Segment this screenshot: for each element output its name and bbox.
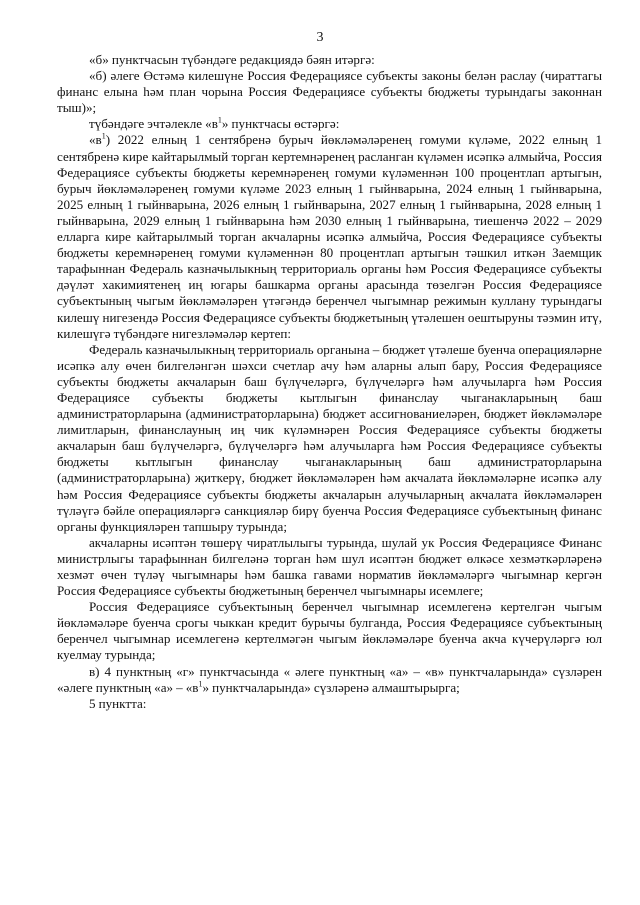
paragraph: акчаларны исәптән төшерү чиратлылыгы турында, шулай ук Россия Федерациясе Финанс министрлыгы тарафыннан билгеләнә торган һәм шул исәптән бюджет өлкәсе хезмәткәрләренә хезмәт өчен түләү чыгымнары һәм башка гавами норматив йөкләмәләргә чыгымнар кергән Россия Федерациясе субъекты бюджетының беренчел чыгымнары исемлеге; [57,534,602,599]
paragraph: «б) әлеге Өстәмә килешүне Россия Федерациясе субъекты законы белән раслау (чираттагы финанс елына һәм план чорына Россия Федерациясе субъекты бюджеты турындагы законнан тыш)»; [57,68,602,116]
page-number: 3 [316,30,324,45]
paragraph: «$в^1$) 2022 елның 1 сентябренә бурыч йөкләмәләренең гомуми күләме, 2022 елның 1 сентябренә кире кайтарылмый торган кертемнәренең расланган күләмен исәпкә алмыйча, Россия Федерациясе субъекты бюджеты керемнәренең гомуми күләменнән 100 процентлап артыгын, бурыч йөкләмәләренең гомуми күләме 2023 елның 1 гыйнварына, 2024 елның 1 гыйнварына, 2025 елның 1 гыйнварына, 2026 елның 1 гыйнварына, 2027 елның 1 гыйнварына, 2028 елның 1 гыйнварына, 2029 елның 1 гыйнварына һәм 2030 елның 1 гыйнварына, тиешенчә 2022 – 2029 елларга кире кайтарылмый торган акчаларны исәпкә алмыйча, Россия Федерациясе субъекты бюджеты керемнәренең гомуми күләменнән 80 процентлап артыгын тәшкил иткән Заемщик тарафыннан Федераль казначылыкның территориаль органы һәм Россия Федерациясе субъекты дәүләт хакимиятенең иң югары башкарма органы арасында төзелгән Россия Федерациясе субъектының чыгым йөкләмәләрен үтәгәндә беренчел чыгымнар режимын куллану турындагы килешү нигезендә Россия Федерациясе субъекты бюджетының үтәлешен оештыруны тәэмин итү, килешүгә түбәндәге нигезләмәләр кертеп: [57,132,602,341]
paragraph: 5 пунктта: [89,695,147,711]
paragraph: в) 4 пунктның «г» пунктчасында « әлеге пунктның «а» – «в» пунктчаларында» сүзләрен «әлеге пунктның «а» – «$в^1$» пунктчаларында» сүзләренә алмаштырырга; [57,663,602,695]
paragraph: Федераль казначылыкның территориаль органына – бюджет үтәлеше буенча операцияләрне исәпкә алу өчен билгеләнгән шәхси счетлар ачу һәм аларны алып бару, Россия Федерациясе субъекты бюджеты акчаларын баш бүлүчеләргә, бүлүчеләргә һәм алучыларга һәм Россия Федерациясе субъекты бюджеты кытлыгын финанслау чыганакларының баш администраторларына (администраторларына) бюджет ассигнованиеләрен, бюджет йөкләмәләре лимитларын, финанслауның иң чик күләмнәрен Россия Федерациясе субъекты бюджеты акчаларын баш бүлүчеләргә, бүлүчеләргә һәм алучыларга һәм Россия Федерациясе субъекты бюджеты кытлыгын финанслау чыганакларының баш администраторларына (администраторларына) җиткерү, бюджет йөкләмәләрен һәм акчалата йөкләмәләрне исәпкә алу һәм Россия Федерациясе субъекты бюджеты акчаларын алучыларның акчалата йөкләмәләрен түләүгә бәйле операцияләргә санкцияләр бирү буенча Россия Федерациясе субъектының финанс органы функцияләрен тапшыру турында; [57,341,602,534]
paragraph: Россия Федерациясе субъектының беренчел чыгымнар исемлегенә кертелгән чыгым йөкләмәләре буенча срогы чыккан кредит бурычы булганда, Россия Федерациясе субъектының беренчел чыгымнар исемлегенә кертелмәгән чыгым йөкләмәләре буенча акча күчерүләргә юл куелмау турында; [57,599,602,663]
document-body [57,52,602,712]
paragraph: түбәндәге эчтәлекле «$в^1$» пунктчасы өстәргә: [89,116,340,132]
paragraph: «б» пунктчасын түбәндәге редакциядә бәян итәргә: [89,52,375,67]
